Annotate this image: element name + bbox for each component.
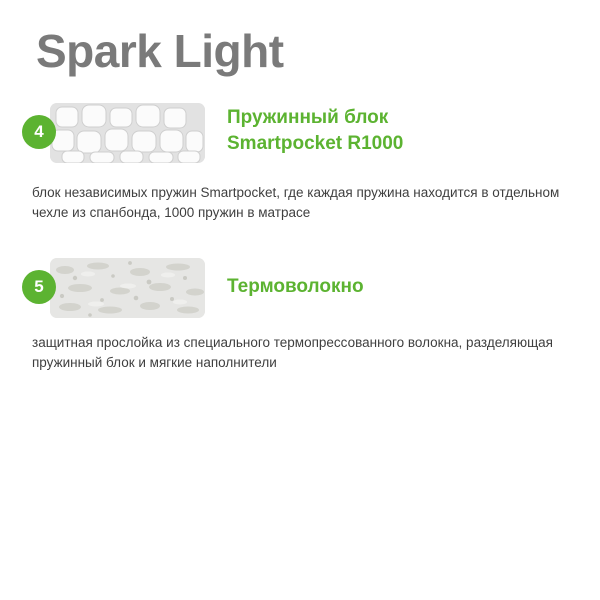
- feature-description: защитная прослойка из специального термопрессованного волокна, разделяющая пружинный блок и мягкие наполнители: [32, 335, 553, 371]
- feature-block-spring: [22, 103, 582, 221]
- feature-heading-line1: Термоволокно: [227, 276, 364, 297]
- feature-heading: [227, 274, 577, 300]
- feature-number-badge: 4: [22, 115, 56, 149]
- feature-header-row: [22, 103, 582, 165]
- thermo-fiber-photo: [50, 258, 205, 318]
- feature-header-row: [22, 258, 582, 320]
- feature-number-badge: 5: [22, 270, 56, 304]
- feature-description: блок независимых пружин Smartpocket, где каждая пружина находится в отдельном чехле из спанбонда, 1000 пружин в матрасе: [32, 185, 560, 221]
- page-title: Spark Light: [36, 25, 284, 77]
- feature-heading-line1: Пружинный блок: [227, 107, 389, 128]
- spring-block-smartpocket-photo: [50, 103, 205, 163]
- feature-heading: [227, 105, 577, 156]
- feature-heading-line2: Smartpocket R1000: [227, 132, 404, 154]
- feature-block-thermofiber: [22, 258, 582, 371]
